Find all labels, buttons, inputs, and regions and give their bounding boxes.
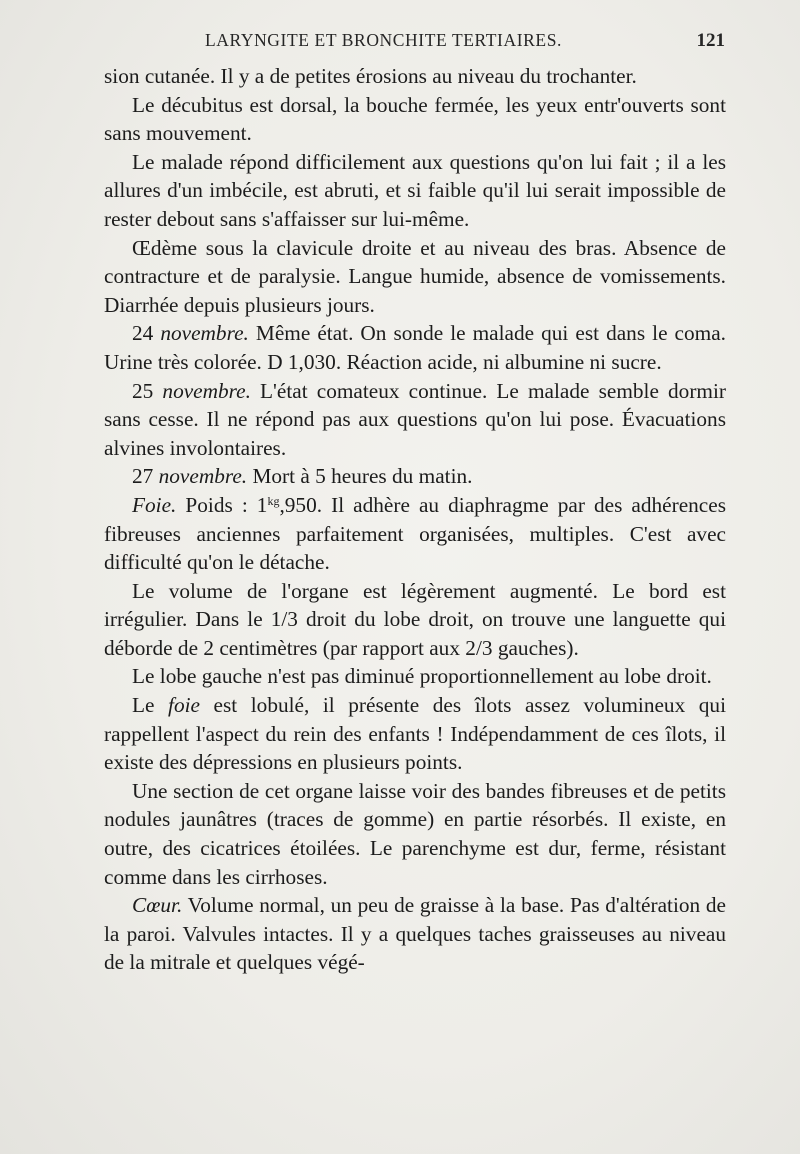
italic-foie: foie	[168, 693, 200, 718]
entry-day: 24	[132, 321, 161, 346]
paragraph-decubitus: Le décubitus est dorsal, la bouche fermée, les yeux entr'ouverts sont sans mouvement.	[104, 92, 726, 146]
page-number: 121	[696, 30, 725, 51]
entry-month: novembre.	[160, 321, 249, 346]
paragraph-lobe-gauche: Le lobe gauche n'est pas diminué proportionnellement au lobe droit.	[132, 664, 712, 689]
entry-day: 25	[132, 378, 163, 403]
entry-day: 27	[132, 464, 159, 489]
running-head: LARYNGITE ET BRONCHITE TERTIAIRES.	[205, 30, 563, 50]
foie-text: ,950. Il adhère au diaphragme par des adhérences fibreuses anciennes parfaitement organisées, multiples. C'est avec difficulté qu'on le détache.	[104, 492, 726, 575]
entry-text: Mort à 5 heures du matin.	[247, 464, 473, 489]
paragraph-malade-repond: Le malade répond difficilement aux questions qu'on lui fait ; il a les allures d'un imbécile, est abruti, et si faible qu'il lui serait impossible de rester debout sans s'affaisser sur lui-même.	[104, 149, 726, 231]
page-header	[110, 30, 725, 56]
entry-text: L'état comateux continue. Le malade semble dormir sans cesse. Il ne répond pas aux questions qu'on lui pose. Évacuations alvines involontaires.	[104, 378, 726, 460]
text-before: Le	[132, 693, 169, 718]
entry-month: novembre.	[158, 464, 248, 489]
paragraph-section-organe: Une section de cet organe laisse voir des bandes fibreuses et de petits nodules jaunâtres (traces de gomme) en partie résorbés. Il existe, en outre, des cicatrices étoilées. Le parenchyme est dur, ferme, résistant comme dans les cirrhoses.	[104, 778, 726, 889]
paragraph-coeur	[104, 891, 726, 977]
text-after: est lobulé, il présente des îlots assez volumineux qui rappellent l'aspect du rein des enfants ! Indépendamment de ces îlots, il existe des dépressions en plusieurs points.	[104, 693, 726, 775]
body-text	[104, 62, 726, 977]
weight-prefix: Poids : 1	[176, 492, 268, 517]
paragraph-oedeme: Œdème sous la clavicule droite et au niveau des bras. Absence de contracture et de paralysie. Langue humide, absence de vomissements. Diarrhée depuis plusieurs jours.	[104, 235, 726, 317]
entry-text: Même état. On sonde le malade qui est dans le coma. Urine très colorée. D 1,030. Réaction acide, ni albumine ni sucre.	[104, 321, 726, 374]
weight-unit: kg	[267, 493, 280, 508]
section-label-coeur: Cœur.	[132, 893, 183, 918]
paragraph-25-novembre	[104, 377, 726, 463]
paragraph-volume-organe: Le volume de l'organe est légèrement augmenté. Le bord est irrégulier. Dans le 1/3 droit du lobe droit, on trouve une languette qui déborde de 2 centimètres (par rapport aux 2/3 gauches).	[104, 578, 726, 660]
entry-month: novembre.	[162, 378, 251, 403]
paragraph-foie-lobule	[104, 691, 726, 777]
paragraph-foie-poids	[104, 491, 726, 577]
coeur-text: Volume normal, un peu de graisse à la base. Pas d'altération de la paroi. Valvules intactes. Il y a quelques taches graisseuses au niveau de la mitrale et quelques végé-	[104, 893, 726, 975]
paragraph-27-novembre	[104, 462, 726, 491]
section-label-foie: Foie.	[132, 492, 177, 517]
paragraph-24-novembre	[104, 319, 726, 376]
paragraph-trochanter: sion cutanée. Il y a de petites érosions au niveau du trochanter.	[104, 64, 637, 88]
